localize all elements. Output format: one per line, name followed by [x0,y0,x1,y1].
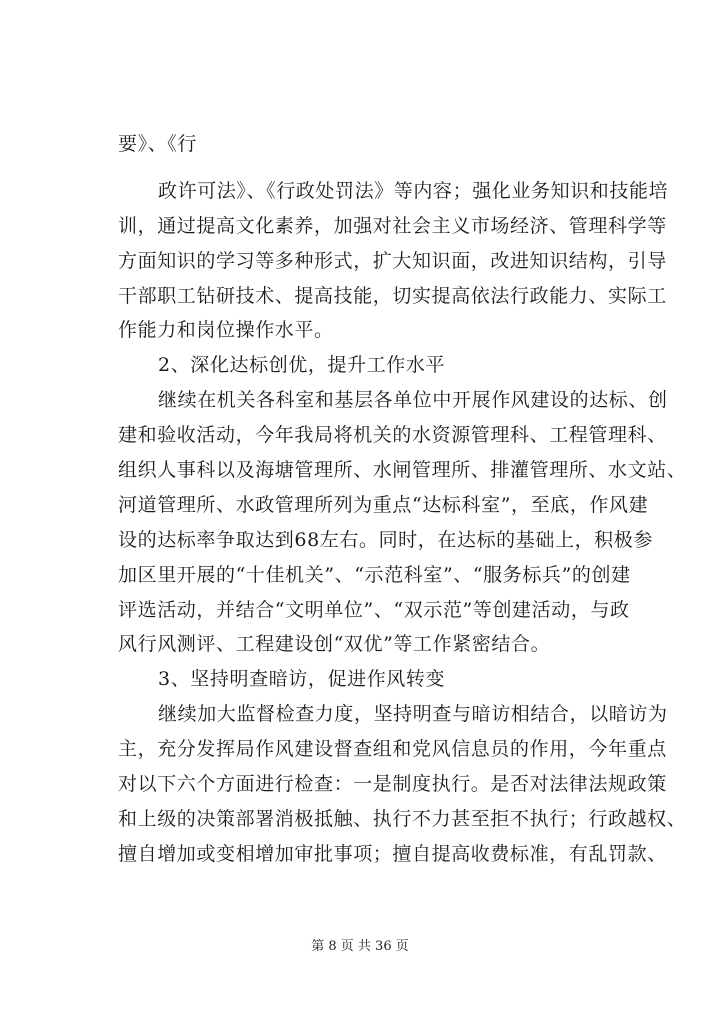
section-heading: 3、坚持明查暗访，促进作风转变 [158,668,446,690]
text-line: 干部职工钻研技术、提高技能，切实提高依法行政能力、实际工 [118,285,667,307]
text-line: 方面知识的学习等多种形式，扩大知识面，改进知识结构，引导 [118,250,667,272]
section-heading: 2、深化达标创优，提升工作水平 [158,354,446,376]
text-line: 作能力和岗位操作水平。 [118,319,334,341]
text-line: 设的达标率争取达到68左右。同时，在达标的基础上，积极参 [118,529,653,551]
text-line: 风行风测评、工程建设创“双优”等工作紧密结合。 [118,633,551,655]
text-line: 组织人事科以及海塘管理所、水闸管理所、排灌管理所、水文站、 [118,459,687,481]
text-line: 和上级的决策部署消极抵触、执行不力甚至拒不执行；行政越权、 [118,808,687,830]
page-number-footer: 第 8 页 共 36 页 [311,939,409,954]
text-line: 评选活动，并结合“文明单位”、“双示范”等创建活动，与政 [118,599,630,621]
text-line: 加区里开展的“十佳机关”、“示范科室”、“服务标兵”的创建 [118,564,631,586]
text-line: 河道管理所、水政管理所列为重点“达标科室”，至底，作风建 [118,494,649,516]
text-line: 继续加大监督检查力度，坚持明查与暗访相结合，以暗访为 [158,703,668,725]
text-line: 主，充分发挥局作风建设督查组和党风信息员的作用，今年重点 [118,738,667,760]
text-line: 擅自增加或变相增加审批事项；擅自提高收费标准，有乱罚款、 [118,843,667,865]
text-line: 建和验收活动，今年我局将机关的水资源管理科、工程管理科、 [118,424,667,446]
text-line: 训，通过提高文化素养，加强对社会主义市场经济、管理科学等 [118,215,667,237]
text-line: 继续在机关各科室和基层各单位中开展作风建设的达标、创 [158,389,668,411]
text-line: 对以下六个方面进行检查：一是制度执行。是否对法律法规政策 [118,773,667,795]
text-line: 要》、《行 [118,133,198,155]
text-line: 政许可法》、《行政处罚法》等内容；强化业务知识和技能培 [158,180,669,202]
